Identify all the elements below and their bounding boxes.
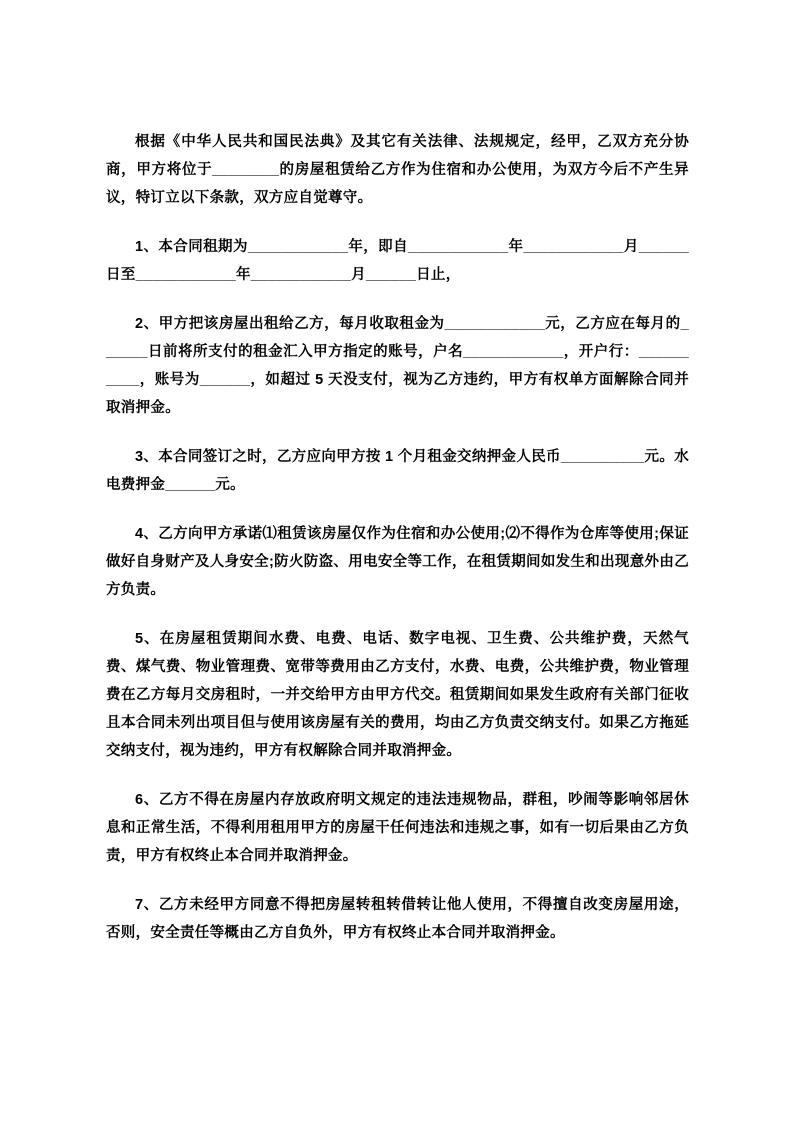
clause-5-fees: 5、在房屋租赁期间水费、电费、电话、数字电视、卫生费、公共维护费，天然气费、煤气费、物业管理费、宽带等费用由乙方支付，水费、电费，公共维护费，物业管理费在乙方每月交房租时，一并交给甲方由甲方代交。租赁期间如果发生政府有关部门征收且本合同未列出项目但与使用该房屋有关的费用，均由乙方负责交纳支付。如果乙方拖延交纳支付，视为违约，甲方有权解除合同并取消押金。 bbox=[106, 631, 689, 759]
intro-paragraph: 根据《中华人民共和国民法典》及其它有关法律、法规规定，经甲，乙双方充分协商，甲方将位于________的房屋租赁给乙方作为住宿和办公使用，为双方今后不产生异议，特订立以下条款，双方应自觉尊守。 bbox=[106, 134, 689, 206]
clause-4-usage: 4、乙方向甲方承诺⑴租赁该房屋仅作为住宿和办公使用;⑵不得作为仓库等使用;保证做好自身财产及人身安全;防火防盗、用电安全等工作，在租赁期间如发生和出现意外由乙方负责。 bbox=[106, 526, 689, 598]
clause-7-sublease: 7、乙方未经甲方同意不得把房屋转租转借转让他人使用，不得擅自改变房屋用途，否则，安全责任等概由乙方自负外，甲方有权终止本合同并取消押金。 bbox=[106, 897, 689, 941]
clause-3-deposit: 3、本合同签订之时，乙方应向甲方按 1 个月租金交纳押金人民币__________元。水电费押金______元。 bbox=[106, 449, 689, 493]
clause-1-term: 1、本合同租期为____________年，即自____________年____________月______日至____________年____________月______日止， bbox=[106, 239, 689, 283]
clause-6-prohibitions: 6、乙方不得在房屋内存放政府明文规定的违法违规物品，群租，吵闹等影响邻居休息和正常生活，不得利用租用甲方的房屋干任何违法和违规之事，如有一切后果由乙方负责，甲方有权终止本合同并取消押金。 bbox=[106, 792, 689, 864]
clause-2-rent: 2、甲方把该房屋出租给乙方，每月收取租金为____________元，乙方应在每月的______日前将所支付的租金汇入甲方指定的账号，户名____________，开户行：__________，账号为______，如超过 5 天没支付，视为乙方违约，甲方有权单方面解除合同并取消押金。 bbox=[106, 316, 689, 416]
